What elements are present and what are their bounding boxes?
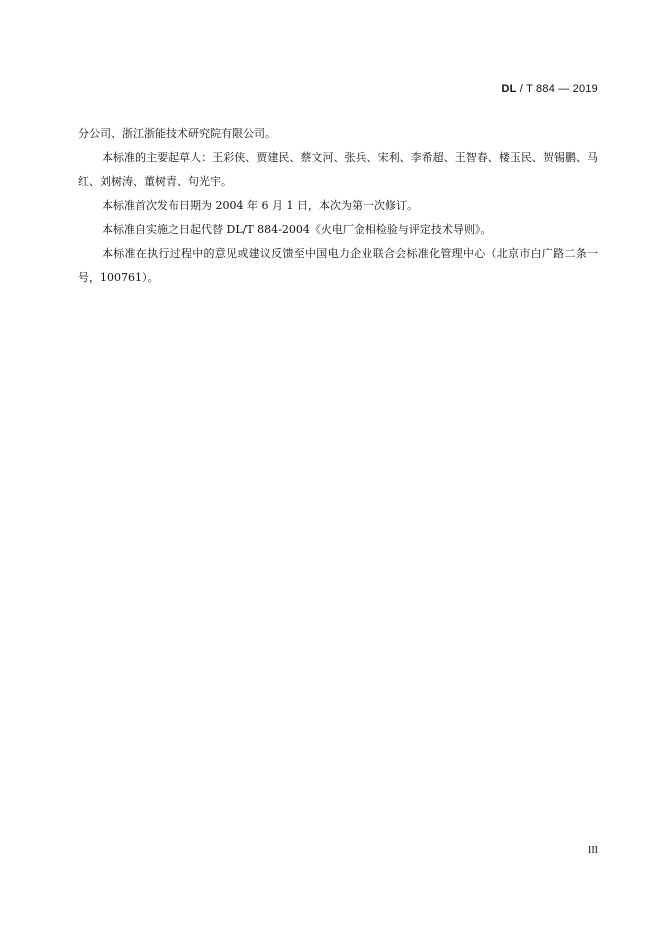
page-number: III	[588, 845, 598, 856]
document-header	[501, 83, 598, 95]
paragraph-first-release: 本标准首次发布日期为 2004 年 6 月 1 日，本次为第一次修订。	[102, 199, 418, 212]
header-standard-number: / T 884 — 2019	[516, 83, 598, 95]
paragraph-drafting-units-continued: 分公司、浙江浙能技术研究院有限公司。	[78, 127, 276, 140]
paragraph-main-drafters: 本标准的主要起草人：王彩侠、贾建民、蔡文河、张兵、宋利、李希超、王智春、楼玉民、贺锡鹏、马红、刘树涛、董树青、句光宇。	[78, 151, 598, 188]
paragraph-replacement: 本标准自实施之日起代替 DL/T 884-2004《火电厂金相检验与评定技术导则》。	[102, 223, 492, 236]
document-body	[78, 122, 598, 290]
paragraph-feedback: 本标准在执行过程中的意见或建议反馈至中国电力企业联合会标准化管理中心（北京市白广路二条一号，100761）。	[78, 247, 598, 284]
header-standard-code: DL	[501, 83, 517, 95]
